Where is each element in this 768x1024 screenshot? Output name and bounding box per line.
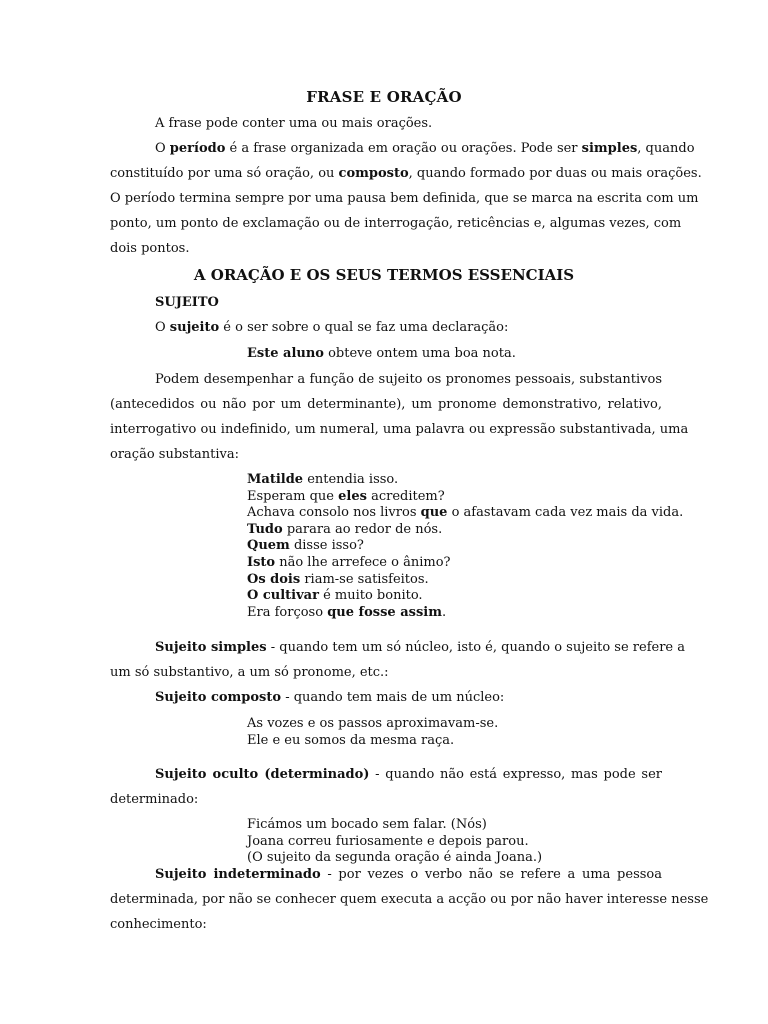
text-run: é o ser sobre o qual se faz uma declaração: — [219, 320, 509, 335]
text-run: constituído por uma só oração, ou — [110, 166, 339, 181]
simples-line-1 — [155, 640, 685, 655]
text-run: é a frase organizada em oração ou orações. Pode ser — [225, 141, 582, 156]
text-run: O — [155, 141, 170, 156]
oculto-examples — [247, 817, 542, 867]
text-run: é muito bonito. — [318, 588, 423, 604]
text-run: Esperam que — [247, 488, 339, 504]
example-line — [247, 605, 683, 622]
simples-line-2: um só substantivo, a um só pronome, etc.: — [110, 665, 389, 680]
text-run: obteve ontem uma boa nota. — [323, 346, 516, 361]
composto-line — [155, 690, 504, 705]
podem-line-4: oração substantiva: — [110, 447, 240, 462]
oculto-line-2: determinado: — [110, 792, 199, 807]
example-line: Ele e eu somos da mesma raça. — [247, 732, 455, 748]
text-run: - quando não está expresso, mas pode ser — [369, 767, 662, 782]
text-run: - quando tem um só núcleo, isto é, quando o sujeito se refere a — [266, 640, 685, 655]
examples-list — [247, 472, 683, 621]
example-line: Joana correu furiosamente e depois parou. — [247, 833, 529, 849]
text-run: não lhe arrefece o ânimo? — [275, 554, 451, 570]
periodo-line-4: ponto, um ponto de exclamação ou de interrogação, reticências e, algumas vezes, com — [110, 216, 682, 231]
example-line: Ficámos um bocado sem falar. (Nós) — [247, 817, 487, 832]
example-subject: eles — [338, 488, 367, 504]
sujeito-definition — [155, 320, 508, 335]
podem-line-2: (antecedidos ou não por um determinante), um pronome demonstrativo, relativo, — [110, 397, 662, 412]
example-este-aluno — [247, 346, 516, 361]
term-sujeito: sujeito — [169, 320, 220, 335]
example-line — [247, 538, 683, 555]
text-run: acreditem? — [366, 488, 445, 504]
text-run: , quando — [637, 141, 695, 156]
example-line — [247, 572, 683, 589]
example-line — [247, 522, 683, 539]
term-composto: composto — [338, 166, 409, 181]
sujeito-heading: SUJEITO — [155, 295, 219, 310]
periodo-line-5: dois pontos. — [110, 241, 190, 256]
example-line — [247, 505, 683, 522]
text-run: entendia isso. — [303, 472, 399, 487]
text-run: Achava consolo nos livros — [247, 505, 421, 521]
example-subject: Os dois — [247, 571, 301, 587]
podem-line-3: interrogativo ou indefinido, um numeral, uma palavra ou expressão substantivada, uma — [110, 422, 689, 437]
oculto-line-1 — [155, 767, 662, 782]
example-subject: que — [420, 505, 448, 521]
example-subject: Matilde — [247, 472, 304, 487]
text-run: parara ao redor de nós. — [282, 521, 443, 537]
podem-line-1: Podem desempenhar a função de sujeito os pronomes pessoais, substantivos — [155, 372, 662, 387]
periodo-line-2 — [110, 166, 702, 181]
intro-paragraph: A frase pode conter uma ou mais orações. — [155, 116, 433, 131]
text-run: , quando formado por duas ou mais orações. — [408, 166, 702, 181]
text-run: - quando tem mais de um núcleo: — [281, 690, 505, 705]
example-line: (O sujeito da segunda oração é ainda Joana.) — [247, 850, 543, 866]
term-sujeito-simples: Sujeito simples — [155, 640, 267, 655]
example-line — [247, 588, 683, 605]
text-run: o afastavam cada vez mais da vida. — [447, 505, 684, 521]
text-run: - por vezes o verbo não se refere a uma pessoa — [320, 867, 662, 882]
text-run: O — [155, 320, 170, 335]
page-title: FRASE E ORAÇÃO — [306, 88, 462, 106]
periodo-line-3: O período termina sempre por uma pausa bem definida, que se marca na escrita com um — [110, 191, 699, 206]
indeterminado-line-2: determinada, por não se conhecer quem executa a acção ou por não haver interesse nesse — [110, 892, 709, 907]
term-sujeito-composto: Sujeito composto — [155, 690, 282, 705]
indeterminado-line-1 — [155, 867, 662, 882]
text-run: . — [441, 604, 447, 620]
section-title: A ORAÇÃO E OS SEUS TERMOS ESSENCIAIS — [193, 266, 575, 284]
example-subject: Isto — [247, 554, 276, 570]
example-subject: que fosse assim — [327, 604, 442, 620]
text-run: disse isso? — [289, 538, 364, 554]
example-subject: O cultivar — [247, 588, 319, 604]
periodo-line-1 — [155, 141, 695, 156]
example-subject: Tudo — [247, 521, 283, 537]
example-line — [247, 472, 683, 489]
term-periodo: período — [169, 141, 226, 156]
term-sujeito-indeterminado: Sujeito indeterminado — [155, 867, 321, 882]
example-line — [247, 555, 683, 572]
example-subject: Quem — [247, 538, 290, 554]
indeterminado-line-3: conhecimento: — [110, 917, 207, 932]
text-run: riam-se satisfeitos. — [300, 571, 429, 587]
example-subject: Este aluno — [247, 346, 324, 361]
example-line: As vozes e os passos aproximavam-se. — [247, 716, 499, 731]
term-sujeito-oculto: Sujeito oculto (determinado) — [155, 767, 370, 782]
text-run: Era forçoso — [247, 604, 328, 620]
example-line — [247, 489, 683, 506]
term-simples: simples — [581, 141, 638, 156]
composto-examples — [247, 716, 498, 749]
